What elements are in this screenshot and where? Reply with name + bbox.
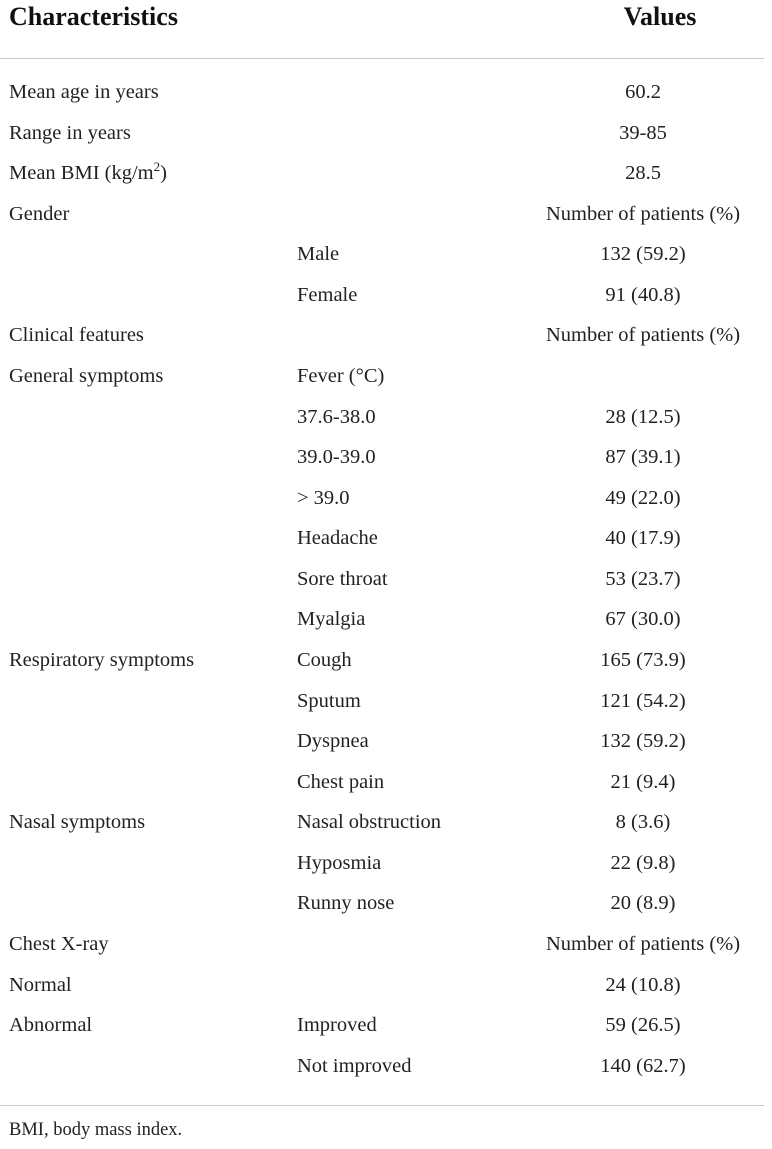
table-row bbox=[0, 275, 772, 315]
row-sublabel: Cough bbox=[297, 649, 352, 671]
table-row bbox=[0, 681, 772, 721]
row-label: Abnormal bbox=[9, 1014, 93, 1036]
row-sublabel: Improved bbox=[297, 1014, 377, 1036]
row-value: 87 (39.1) bbox=[605, 446, 681, 468]
row-value: 91 (40.8) bbox=[605, 284, 681, 306]
row-value: 67 (30.0) bbox=[605, 608, 681, 630]
table-row bbox=[0, 1005, 772, 1045]
row-value: 28.5 bbox=[625, 162, 661, 184]
row-value: Number of patients (%) bbox=[545, 933, 741, 955]
row-value: 28 (12.5) bbox=[605, 406, 681, 428]
row-value: 24 (10.8) bbox=[605, 974, 681, 996]
row-value: 132 (59.2) bbox=[600, 243, 686, 265]
table-row bbox=[0, 721, 772, 761]
row-value: 22 (9.8) bbox=[610, 852, 676, 874]
row-sublabel: Dyspnea bbox=[297, 730, 369, 752]
row-value: Number of patients (%) bbox=[545, 324, 741, 346]
table-row bbox=[0, 234, 772, 274]
table-row bbox=[0, 802, 772, 842]
row-value: 8 (3.6) bbox=[615, 811, 671, 833]
row-value: 53 (23.7) bbox=[605, 568, 681, 590]
row-sublabel: Sore throat bbox=[297, 568, 388, 590]
row-label bbox=[9, 153, 167, 193]
row-label: Gender bbox=[9, 203, 70, 225]
table-row bbox=[0, 640, 772, 680]
table-row bbox=[0, 315, 772, 355]
row-value: 40 (17.9) bbox=[605, 527, 681, 549]
table-row bbox=[0, 762, 772, 802]
row-sublabel: Not improved bbox=[297, 1055, 412, 1077]
row-sublabel: Headache bbox=[297, 527, 378, 549]
row-label-end: ) bbox=[160, 162, 167, 184]
row-sublabel: Female bbox=[297, 284, 358, 306]
row-label: General symptoms bbox=[9, 365, 164, 387]
row-sublabel: Nasal obstruction bbox=[297, 811, 442, 833]
row-value: 132 (59.2) bbox=[600, 730, 686, 752]
header-values: Values bbox=[623, 2, 697, 31]
row-sublabel: Runny nose bbox=[297, 892, 395, 914]
table-row bbox=[0, 194, 772, 234]
row-sublabel: Sputum bbox=[297, 690, 361, 712]
row-value: 49 (22.0) bbox=[605, 487, 681, 509]
table-row bbox=[0, 153, 772, 193]
table-row bbox=[0, 397, 772, 437]
table-row bbox=[0, 924, 772, 964]
row-value: Number of patients (%) bbox=[545, 203, 741, 225]
row-value: 60.2 bbox=[625, 81, 661, 103]
table-row bbox=[0, 356, 772, 396]
row-sublabel: Male bbox=[297, 243, 340, 265]
row-value: 21 (9.4) bbox=[610, 771, 676, 793]
row-value: 165 (73.9) bbox=[600, 649, 686, 671]
row-label-text: Mean BMI (kg/m bbox=[9, 162, 154, 184]
row-label: Chest X-ray bbox=[9, 933, 109, 955]
header-rule bbox=[0, 58, 764, 59]
row-sublabel: Hyposmia bbox=[297, 852, 382, 874]
table-row bbox=[0, 965, 772, 1005]
table-footnote: BMI, body mass index. bbox=[9, 1120, 183, 1140]
table-row bbox=[0, 478, 772, 518]
row-value: 59 (26.5) bbox=[605, 1014, 681, 1036]
row-sublabel: Myalgia bbox=[297, 608, 366, 630]
header-characteristics: Characteristics bbox=[9, 2, 178, 31]
table-row bbox=[0, 883, 772, 923]
table-row bbox=[0, 113, 772, 153]
row-value: 121 (54.2) bbox=[600, 690, 686, 712]
row-label: Respiratory symptoms bbox=[9, 649, 195, 671]
row-sublabel: > 39.0 bbox=[297, 487, 350, 509]
row-value: 140 (62.7) bbox=[600, 1055, 686, 1077]
row-label: Nasal symptoms bbox=[9, 811, 146, 833]
row-value: 20 (8.9) bbox=[610, 892, 676, 914]
table-row bbox=[0, 599, 772, 639]
row-label: Clinical features bbox=[9, 324, 144, 346]
table-row bbox=[0, 1046, 772, 1086]
row-label-superscript: 2 bbox=[153, 159, 161, 175]
row-label: Normal bbox=[9, 974, 72, 996]
table-row bbox=[0, 518, 772, 558]
row-sublabel: Fever (°C) bbox=[297, 365, 385, 387]
row-label: Range in years bbox=[9, 122, 131, 144]
table-row bbox=[0, 843, 772, 883]
row-sublabel: Chest pain bbox=[297, 771, 385, 793]
row-sublabel: 37.6-38.0 bbox=[297, 406, 376, 428]
row-value: 39-85 bbox=[619, 122, 667, 144]
row-label: Mean age in years bbox=[9, 81, 159, 103]
footer-rule bbox=[0, 1105, 764, 1106]
table-row bbox=[0, 437, 772, 477]
table-row bbox=[0, 559, 772, 599]
row-sublabel: 39.0-39.0 bbox=[297, 446, 376, 468]
table-row bbox=[0, 72, 772, 112]
